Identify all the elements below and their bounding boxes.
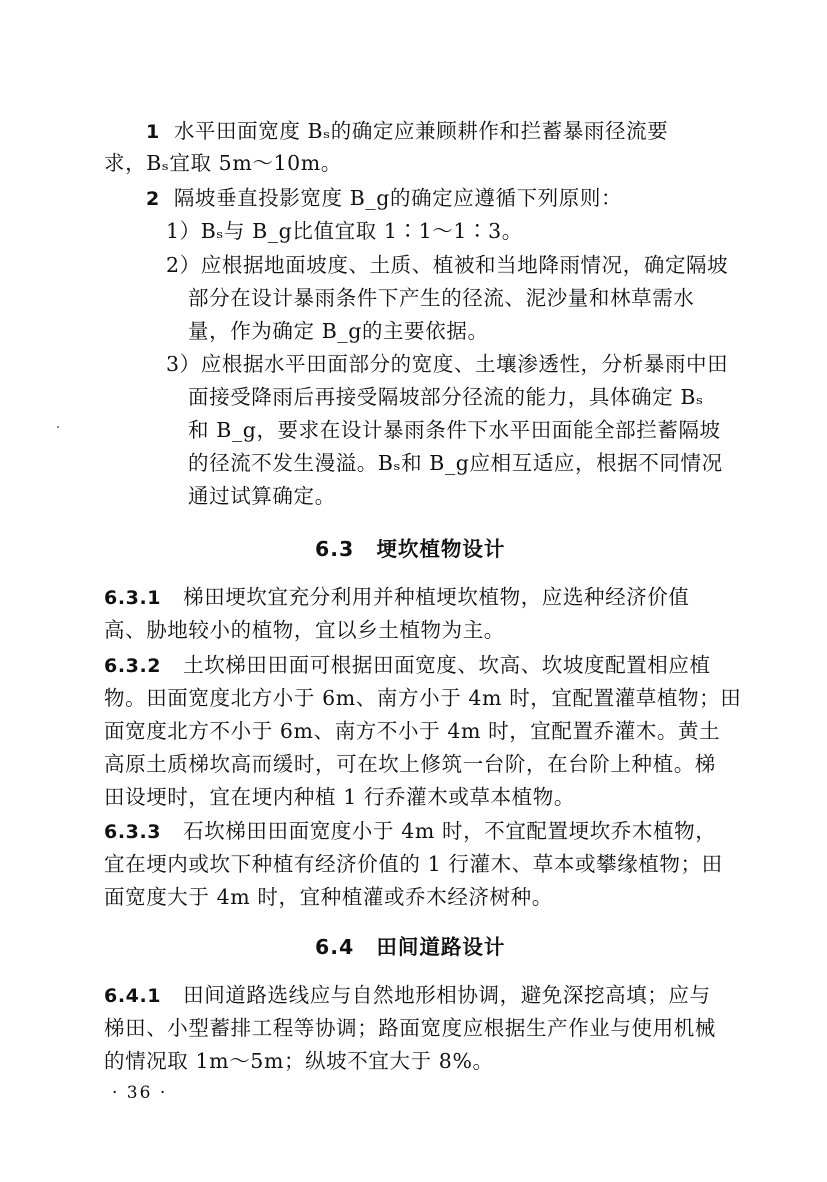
clause-6-3-3-line-2: 宜在埂内或坎下种植有经济价值的 1 行灌木、草本或攀缘植物；田: [104, 852, 723, 876]
clause-6-4-1-number: 6.4.1: [104, 985, 162, 1007]
clause-6-3-2-line-4: 高原土质梯坎高而缓时，可在坎上修筑一台阶，在台阶上种植。梯: [104, 752, 716, 776]
section-6-4-heading: [315, 932, 505, 962]
page-number: · 36 ·: [112, 1083, 168, 1103]
item-2-sub-3-line-2: 面接受降雨后再接受隔坡部分径流的能力，具体确定 Bₛ: [188, 385, 704, 409]
clause-6-3-1-line-2: 高、胁地较小的植物，宜以乡土植物为主。: [104, 618, 505, 642]
item-2-sub-3-line-4: 的径流不发生漫溢。Bₛ和 B_g应相互适应，根据不同情况: [188, 451, 723, 475]
clause-6-3-1-line-1: [104, 582, 690, 613]
clause-6-3-2-line-5: 田设埂时，宜在埂内种植 1 行乔灌木或草本植物。: [104, 785, 575, 809]
clause-6-3-3-number: 6.3.3: [104, 821, 162, 843]
clause-6-3-3-line-3: 面宽度大于 4m 时，宜种植灌或乔木经济树种。: [104, 885, 553, 909]
item-2-line-1: [146, 183, 622, 214]
item-2-sub-3-line-1: 3）应根据水平田面部分的宽度、土壤渗透性，分析暴雨中田: [166, 352, 729, 376]
scan-speck: [57, 426, 59, 428]
clause-6-4-1-text-1: 田间道路选线应与自然地形相协调，避免深挖高填；应与: [183, 983, 711, 1007]
section-6-4-number: 6.4: [315, 935, 355, 959]
item-2-sub-3-line-3: 和 B_g，要求在设计暴雨条件下水平田面能全部拦蓄隔坡: [188, 418, 721, 442]
item-2-text-1: 隔坡垂直投影宽度 B_g的确定应遵循下列原则：: [173, 186, 623, 210]
clause-6-3-1-number: 6.3.1: [104, 587, 162, 609]
item-2-sub-2-line-3: 量，作为确定 B_g的主要依据。: [188, 319, 489, 343]
clause-6-3-2-line-1: [104, 650, 711, 681]
clause-6-3-3-line-1: [104, 816, 716, 847]
clause-6-3-1-text-1: 梯田埂坎宜充分利用并种植埂坎植物，应选种经济价值: [183, 585, 690, 609]
section-6-4-title: 田间道路设计: [376, 935, 506, 959]
clause-6-4-1-line-3: 的情况取 1m～5m；纵坡不宜大于 8%。: [104, 1049, 494, 1073]
section-6-3-title: 埂坎植物设计: [376, 537, 506, 561]
item-2-sub-1: 1）Bₛ与 B_g比值宜取 1∶1～1∶3。: [166, 219, 523, 243]
section-6-3-number: 6.3: [315, 537, 355, 561]
clause-6-3-2-number: 6.3.2: [104, 655, 162, 677]
clause-6-3-2-line-3: 面宽度北方不小于 6m、南方不小于 4m 时，宜配置乔灌木。黄土: [104, 719, 721, 743]
section-6-3-heading: [315, 534, 505, 564]
clause-6-3-2-line-2: 物。田面宽度北方小于 6m、南方小于 4m 时，宜配置灌草植物；田: [104, 686, 742, 710]
item-1-line-1: [146, 116, 668, 147]
item-2-number: 2: [146, 188, 160, 210]
clause-6-3-2-text-1: 土坎梯田田面可根据田面宽度、坎高、坎坡度配置相应植: [183, 653, 711, 677]
item-2-sub-2-line-1: 2）应根据地面坡度、土质、植被和当地降雨情况，确定隔坡: [166, 253, 729, 277]
clause-6-4-1-line-2: 梯田、小型蓄排工程等协调；路面宽度应根据生产作业与使用机械: [104, 1016, 716, 1040]
item-1-line-2: 求，Bₛ宜取 5m～10m。: [104, 151, 342, 175]
item-2-sub-2-line-2: 部分在设计暴雨条件下产生的径流、泥沙量和林草需水: [188, 286, 695, 310]
clause-6-4-1-line-1: [104, 980, 711, 1011]
item-2-sub-3-line-5: 通过试算确定。: [188, 484, 336, 508]
item-1-number: 1: [146, 121, 160, 143]
item-1-text-1: 水平田面宽度 Bₛ的确定应兼顾耕作和拦蓄暴雨径流要: [173, 119, 669, 143]
clause-6-3-3-text-1: 石坎梯田田面宽度小于 4m 时，不宜配置埂坎乔木植物，: [183, 819, 717, 843]
